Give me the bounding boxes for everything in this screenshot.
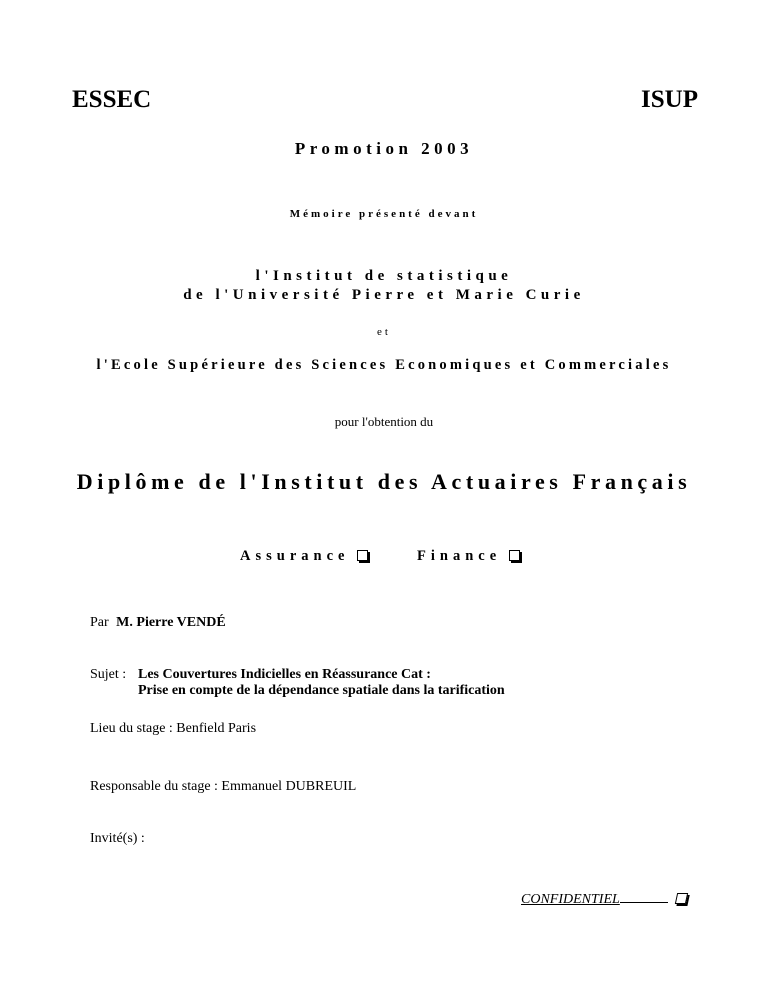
assurance-checkbox[interactable] — [357, 550, 368, 561]
institut-line-1: l'Institut de statistique — [255, 268, 513, 284]
confidentiel-label: CONFIDENTIEL — [521, 892, 620, 907]
confidentiel-underline — [620, 890, 668, 903]
confidentiel-checkbox[interactable] — [675, 893, 688, 904]
assurance-label: Assurance — [240, 548, 350, 564]
responsable-stage: Responsable du stage : Emmanuel DUBREUIL — [90, 779, 357, 794]
ecole-line: l'Ecole Supérieure des Sciences Economiques et Commerciales — [96, 357, 672, 373]
promotion-title: Promotion 2003 — [294, 139, 474, 158]
diplome-title: Diplôme de l'Institut des Actuaires Français — [76, 469, 692, 494]
header-right-isup: ISUP — [641, 86, 698, 113]
par-row — [90, 615, 226, 631]
finance-checkbox[interactable] — [509, 550, 520, 561]
confidentiel-row — [521, 890, 699, 908]
par-label: Par — [90, 615, 109, 630]
invites-label: Invité(s) : — [90, 831, 145, 846]
option-finance — [417, 548, 520, 565]
obtention-line: pour l'obtention du — [334, 414, 434, 429]
et-line: et — [377, 326, 391, 338]
option-assurance — [240, 548, 368, 565]
institut-line-2: de l'Université Pierre et Marie Curie — [183, 287, 585, 303]
author-name: M. Pierre VENDÉ — [116, 615, 226, 630]
sujet-label: Sujet : — [90, 667, 127, 682]
sujet-line-2: Prise en compte de la dépendance spatiale dans la tarification — [138, 683, 505, 698]
lieu-stage: Lieu du stage : Benfield Paris — [90, 721, 257, 736]
memoire-line: Mémoire présenté devant — [289, 208, 479, 220]
finance-label: Finance — [417, 548, 502, 564]
sujet-line-1: Les Couvertures Indicielles en Réassurance Cat : — [138, 667, 431, 682]
header-left-essec: ESSEC — [72, 86, 152, 113]
